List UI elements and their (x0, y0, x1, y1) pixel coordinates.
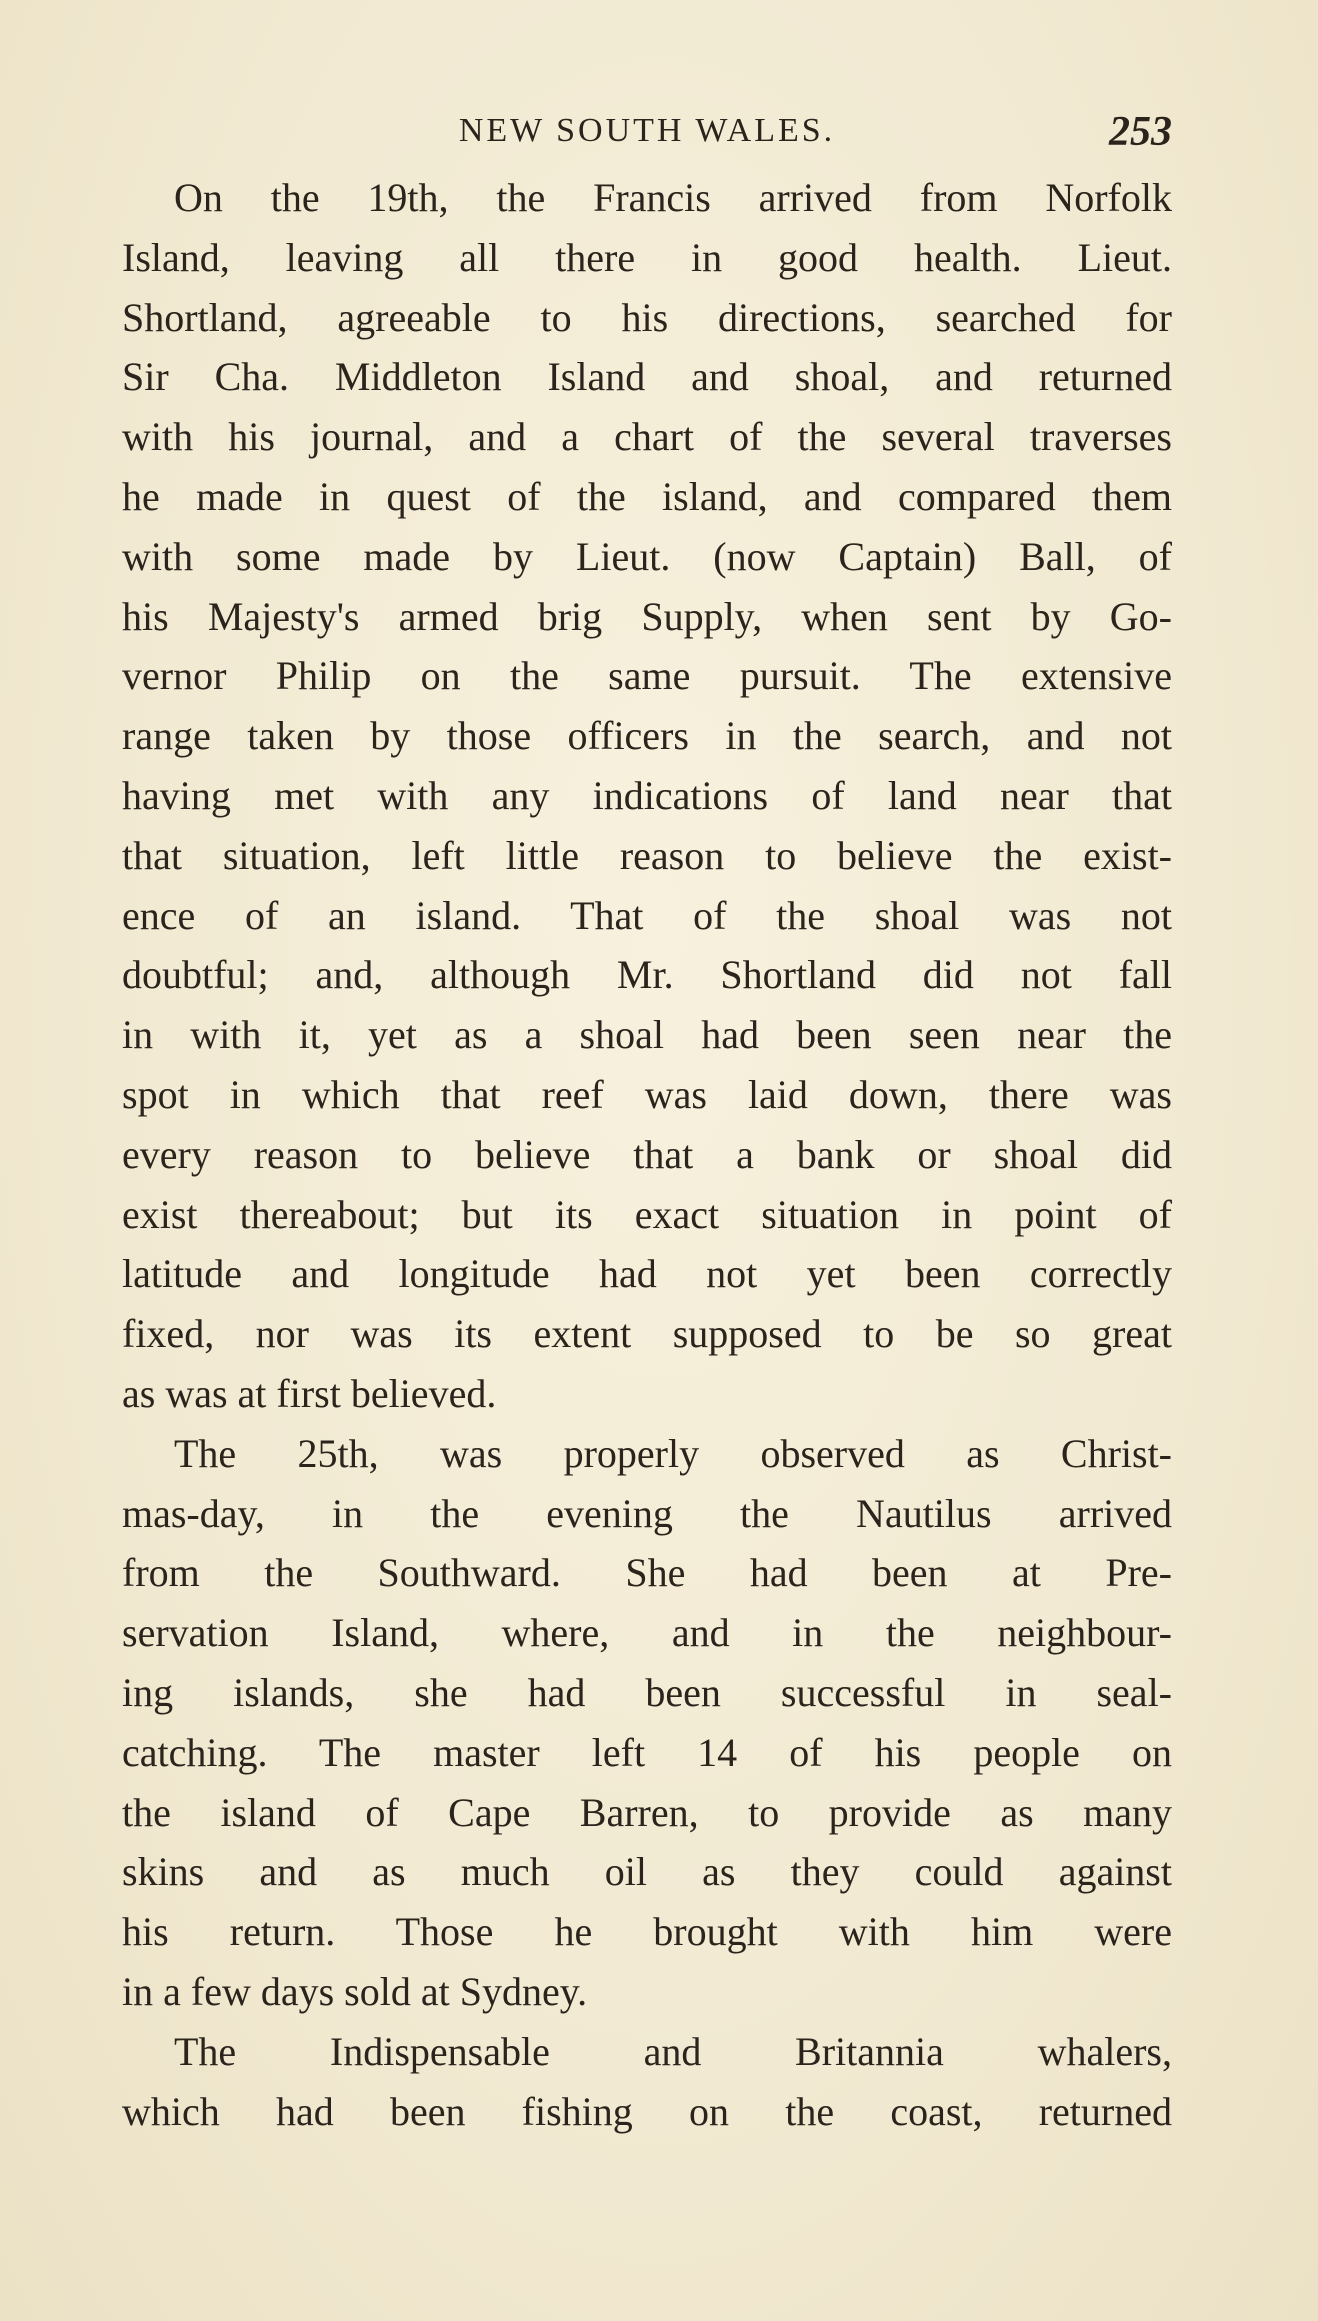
text-line: ing islands, she had been successful in seal- (122, 1669, 1172, 1715)
text-line: with his journal, and a chart of the several traverses (122, 414, 1172, 460)
text-line: the island of Cape Barren, to provide as many (122, 1789, 1172, 1835)
text-line: Shortland, agreeable to his directions, searched for (122, 294, 1172, 340)
text-line: vernor Philip on the same pursuit. The extensive (122, 653, 1172, 699)
text-line: range taken by those officers in the search, and not (122, 713, 1172, 759)
text-line: in a few days sold at Sydney. (122, 1968, 588, 2014)
text-line: latitude and longitude had not yet been correctly (122, 1251, 1172, 1297)
body-text (122, 168, 1172, 2141)
text-line: On the 19th, the Francis arrived from Norfolk (174, 175, 1172, 220)
text-line: doubtful; and, although Mr. Shortland did not fall (122, 952, 1172, 998)
text-line: having met with any indications of land near that (122, 772, 1172, 818)
text-line: his Majesty's armed brig Supply, when sent by Go- (122, 593, 1172, 639)
text-line: as was at first believed. (122, 1370, 497, 1416)
text-line: mas-day, in the evening the Nautilus arrived (122, 1490, 1172, 1536)
text-line: The Indispensable and Britannia whalers, (174, 2028, 1172, 2074)
text-line: skins and as much oil as they could against (122, 1849, 1172, 1895)
text-line: The 25th, was properly observed as Christ- (174, 1430, 1172, 1476)
text-line: servation Island, where, and in the neighbour- (122, 1610, 1172, 1656)
text-line: spot in which that reef was laid down, there was (122, 1071, 1172, 1117)
text-line: Sir Cha. Middleton Island and shoal, and returned (122, 354, 1172, 400)
running-title: NEW SOUTH WALES. (458, 112, 836, 149)
text-line: that situation, left little reason to believe the exist- (122, 832, 1172, 878)
text-line: his return. Those he brought with him were (122, 1909, 1172, 1955)
text-line: fixed, nor was its extent supposed to be so great (122, 1311, 1172, 1357)
text-line: in with it, yet as a shoal had been seen near the (122, 1012, 1172, 1058)
text-line: which had been fishing on the coast, returned (122, 2088, 1172, 2134)
text-line: with some made by Lieut. (now Captain) Ball, of (122, 533, 1172, 579)
page-number: 253 (1109, 109, 1172, 155)
text-line: ence of an island. That of the shoal was not (122, 892, 1172, 938)
text-line: from the Southward. She had been at Pre- (122, 1550, 1172, 1596)
text-line: catching. The master left 14 of his people on (122, 1729, 1172, 1775)
text-line: Island, leaving all there in good health. Lieut. (122, 234, 1172, 280)
text-line: exist thereabout; but its exact situation in point of (122, 1191, 1172, 1237)
text-line: he made in quest of the island, and compared them (122, 473, 1172, 519)
text-line: every reason to believe that a bank or shoal did (122, 1131, 1172, 1177)
running-head (122, 109, 1172, 162)
